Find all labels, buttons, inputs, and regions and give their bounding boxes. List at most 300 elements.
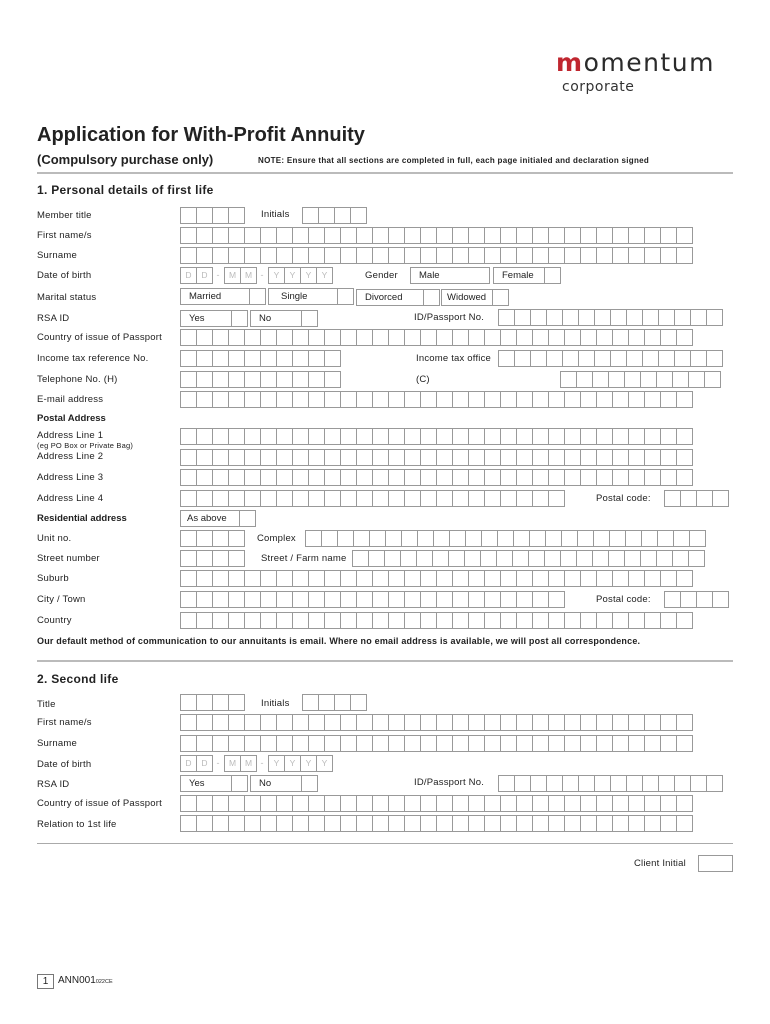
char-box[interactable] [657,530,674,547]
char-box[interactable] [244,591,261,608]
char-box[interactable] [596,735,613,752]
char-box[interactable] [612,795,629,812]
char-box[interactable] [676,735,693,752]
as-above-checkbox[interactable] [239,510,256,527]
char-box[interactable] [512,550,529,567]
char-box[interactable] [372,428,389,445]
char-box[interactable] [612,391,629,408]
char-box[interactable] [516,247,533,264]
char-box[interactable] [276,350,293,367]
char-box[interactable] [532,612,549,629]
char-box[interactable] [404,449,421,466]
char-box[interactable] [212,449,229,466]
char-box[interactable] [308,735,325,752]
char-box[interactable] [448,550,465,567]
char-box[interactable] [612,735,629,752]
char-box[interactable] [308,714,325,731]
char-box[interactable] [388,735,405,752]
char-box[interactable] [180,449,197,466]
char-box[interactable] [212,207,229,224]
char-box[interactable] [196,795,213,812]
char-box[interactable] [372,795,389,812]
char-box[interactable] [642,775,659,792]
date-char-box[interactable]: M [240,267,257,284]
char-box[interactable] [676,469,693,486]
char-box[interactable] [658,775,675,792]
char-box[interactable] [388,714,405,731]
char-box[interactable] [580,469,597,486]
char-box[interactable] [712,490,729,507]
first-names-field[interactable] [180,227,692,244]
char-box[interactable] [340,469,357,486]
char-box[interactable] [596,714,613,731]
char-box[interactable] [580,612,597,629]
id-passport-field[interactable] [498,309,722,326]
char-box[interactable] [546,775,563,792]
char-box[interactable] [388,391,405,408]
single-option[interactable]: Single [268,288,338,305]
char-box[interactable] [498,350,515,367]
char-box[interactable] [340,570,357,587]
char-box[interactable] [628,815,645,832]
rsa-id-yes-checkbox[interactable] [231,310,248,327]
char-box[interactable] [324,449,341,466]
char-box[interactable] [644,449,661,466]
gender-male-option[interactable]: Male [410,267,490,284]
char-box[interactable] [385,530,402,547]
char-box[interactable] [513,530,530,547]
char-box[interactable] [564,735,581,752]
char-box[interactable] [468,795,485,812]
char-box[interactable] [436,428,453,445]
char-box[interactable] [674,309,691,326]
char-box[interactable] [548,714,565,731]
initials-field[interactable] [302,207,366,224]
char-box[interactable] [580,428,597,445]
char-box[interactable] [404,735,421,752]
char-box[interactable] [516,591,533,608]
first-names-2-field[interactable] [180,714,692,731]
char-box[interactable] [532,247,549,264]
char-box[interactable] [578,309,595,326]
char-box[interactable] [180,490,197,507]
char-box[interactable] [212,714,229,731]
char-box[interactable] [318,694,335,711]
char-box[interactable] [292,735,309,752]
char-box[interactable] [400,550,417,567]
char-box[interactable] [660,570,677,587]
char-box[interactable] [642,350,659,367]
char-box[interactable] [610,775,627,792]
char-box[interactable] [276,570,293,587]
char-box[interactable] [244,735,261,752]
char-box[interactable] [260,350,277,367]
char-box[interactable] [676,612,693,629]
char-box[interactable] [388,795,405,812]
char-box[interactable] [276,469,293,486]
char-box[interactable] [340,227,357,244]
char-box[interactable] [372,247,389,264]
complex-field[interactable] [305,530,705,547]
relation-field[interactable] [180,815,692,832]
char-box[interactable] [500,329,517,346]
char-box[interactable] [564,612,581,629]
char-box[interactable] [196,490,213,507]
char-box[interactable] [660,795,677,812]
char-box[interactable] [388,329,405,346]
char-box[interactable] [340,391,357,408]
char-box[interactable] [356,449,373,466]
char-box[interactable] [594,775,611,792]
char-box[interactable] [276,428,293,445]
char-box[interactable] [334,694,351,711]
char-box[interactable] [628,735,645,752]
char-box[interactable] [548,795,565,812]
char-box[interactable] [356,247,373,264]
char-box[interactable] [292,391,309,408]
char-box[interactable] [664,591,681,608]
char-box[interactable] [548,449,565,466]
char-box[interactable] [612,428,629,445]
char-box[interactable] [372,329,389,346]
char-box[interactable] [244,469,261,486]
char-box[interactable] [196,591,213,608]
char-box[interactable] [676,428,693,445]
char-box[interactable] [372,714,389,731]
char-box[interactable] [612,570,629,587]
country-passport-2-field[interactable] [180,795,692,812]
char-box[interactable] [372,449,389,466]
char-box[interactable] [260,591,277,608]
char-box[interactable] [532,449,549,466]
char-box[interactable] [212,391,229,408]
char-box[interactable] [500,735,517,752]
char-box[interactable] [676,227,693,244]
char-box[interactable] [596,612,613,629]
char-box[interactable] [580,247,597,264]
char-box[interactable] [628,449,645,466]
char-box[interactable] [580,815,597,832]
char-box[interactable] [308,469,325,486]
char-box[interactable] [388,490,405,507]
gender-female-checkbox[interactable] [544,267,561,284]
char-box[interactable] [500,815,517,832]
char-box[interactable] [564,428,581,445]
char-box[interactable] [260,371,277,388]
char-box[interactable] [576,550,593,567]
char-box[interactable] [516,815,533,832]
char-box[interactable] [324,247,341,264]
char-box[interactable] [564,570,581,587]
date-char-box[interactable]: Y [316,755,333,772]
char-box[interactable] [516,795,533,812]
char-box[interactable] [596,428,613,445]
char-box[interactable] [356,570,373,587]
char-box[interactable] [500,714,517,731]
dob-2-field[interactable] [180,755,332,772]
char-box[interactable] [228,207,245,224]
char-box[interactable] [436,391,453,408]
as-above-option[interactable]: As above [180,510,240,527]
char-box[interactable] [196,329,213,346]
char-box[interactable] [436,815,453,832]
char-box[interactable] [369,530,386,547]
char-box[interactable] [388,247,405,264]
char-box[interactable] [548,391,565,408]
char-box[interactable] [324,391,341,408]
char-box[interactable] [308,371,325,388]
char-box[interactable] [433,530,450,547]
char-box[interactable] [276,612,293,629]
char-box[interactable] [276,449,293,466]
char-box[interactable] [212,428,229,445]
char-box[interactable] [308,391,325,408]
char-box[interactable] [388,428,405,445]
char-box[interactable] [244,329,261,346]
unit-no-field[interactable] [180,530,244,547]
char-box[interactable] [674,350,691,367]
char-box[interactable] [180,350,197,367]
char-box[interactable] [212,735,229,752]
address-line3-field[interactable] [180,469,692,486]
char-box[interactable] [292,350,309,367]
char-box[interactable] [260,714,277,731]
char-box[interactable] [704,371,721,388]
char-box[interactable] [228,815,245,832]
char-box[interactable] [276,329,293,346]
char-box[interactable] [548,247,565,264]
char-box[interactable] [592,371,609,388]
char-box[interactable] [244,612,261,629]
char-box[interactable] [628,714,645,731]
char-box[interactable] [276,247,293,264]
char-box[interactable] [196,735,213,752]
char-box[interactable] [484,591,501,608]
char-box[interactable] [308,490,325,507]
char-box[interactable] [596,795,613,812]
char-box[interactable] [388,469,405,486]
char-box[interactable] [244,371,261,388]
char-box[interactable] [577,530,594,547]
char-box[interactable] [436,247,453,264]
char-box[interactable] [676,329,693,346]
char-box[interactable] [532,735,549,752]
char-box[interactable] [404,329,421,346]
char-box[interactable] [530,775,547,792]
char-box[interactable] [562,775,579,792]
char-box[interactable] [212,815,229,832]
char-box[interactable] [260,795,277,812]
char-box[interactable] [244,350,261,367]
char-box[interactable] [680,591,697,608]
char-box[interactable] [212,612,229,629]
client-initial-field[interactable] [698,855,733,872]
char-box[interactable] [308,570,325,587]
char-box[interactable] [612,815,629,832]
char-box[interactable] [612,612,629,629]
char-box[interactable] [530,350,547,367]
char-box[interactable] [356,795,373,812]
date-char-box[interactable]: Y [300,267,317,284]
widowed-option[interactable]: Widowed [441,289,493,306]
char-box[interactable] [212,530,229,547]
char-box[interactable] [468,714,485,731]
char-box[interactable] [292,570,309,587]
char-box[interactable] [596,815,613,832]
char-box[interactable] [532,490,549,507]
char-box[interactable] [468,329,485,346]
char-box[interactable] [548,469,565,486]
char-box[interactable] [688,550,705,567]
char-box[interactable] [276,795,293,812]
char-box[interactable] [644,247,661,264]
rsa-id-2-yes-checkbox[interactable] [231,775,248,792]
char-box[interactable] [404,469,421,486]
char-box[interactable] [640,550,657,567]
char-box[interactable] [452,591,469,608]
char-box[interactable] [324,612,341,629]
char-box[interactable] [628,247,645,264]
char-box[interactable] [660,469,677,486]
char-box[interactable] [624,550,641,567]
char-box[interactable] [196,612,213,629]
char-box[interactable] [324,469,341,486]
char-box[interactable] [514,309,531,326]
date-char-box[interactable]: Y [284,755,301,772]
char-box[interactable] [276,490,293,507]
char-box[interactable] [578,350,595,367]
char-box[interactable] [690,350,707,367]
char-box[interactable] [532,469,549,486]
char-box[interactable] [612,449,629,466]
char-box[interactable] [228,469,245,486]
char-box[interactable] [228,591,245,608]
char-box[interactable] [500,449,517,466]
char-box[interactable] [544,550,561,567]
char-box[interactable] [196,530,213,547]
char-box[interactable] [244,815,261,832]
char-box[interactable] [196,570,213,587]
char-box[interactable] [401,530,418,547]
char-box[interactable] [530,309,547,326]
char-box[interactable] [676,247,693,264]
date-char-box[interactable]: D [196,267,213,284]
char-box[interactable] [528,550,545,567]
char-box[interactable] [658,350,675,367]
postal-code-field[interactable] [664,490,728,507]
char-box[interactable] [644,815,661,832]
char-box[interactable] [468,815,485,832]
char-box[interactable] [452,428,469,445]
char-box[interactable] [324,795,341,812]
date-char-box[interactable]: D [180,755,197,772]
char-box[interactable] [548,329,565,346]
char-box[interactable] [180,247,197,264]
char-box[interactable] [404,570,421,587]
tax-office-field[interactable] [498,350,722,367]
char-box[interactable] [228,247,245,264]
char-box[interactable] [212,694,229,711]
char-box[interactable] [416,550,433,567]
char-box[interactable] [228,570,245,587]
char-box[interactable] [260,391,277,408]
char-box[interactable] [529,530,546,547]
char-box[interactable] [498,775,515,792]
char-box[interactable] [420,714,437,731]
char-box[interactable] [436,227,453,244]
char-box[interactable] [228,714,245,731]
char-box[interactable] [644,795,661,812]
postal-code-2-field[interactable] [664,591,728,608]
char-box[interactable] [356,428,373,445]
char-box[interactable] [180,207,197,224]
rsa-id-2-yes-option[interactable]: Yes [180,775,232,792]
char-box[interactable] [292,612,309,629]
char-box[interactable] [496,550,513,567]
char-box[interactable] [372,469,389,486]
street-number-field[interactable] [180,550,244,567]
char-box[interactable] [628,329,645,346]
char-box[interactable] [592,550,609,567]
char-box[interactable] [624,371,641,388]
char-box[interactable] [340,247,357,264]
char-box[interactable] [644,428,661,445]
char-box[interactable] [660,612,677,629]
char-box[interactable] [292,591,309,608]
char-box[interactable] [564,795,581,812]
char-box[interactable] [318,207,335,224]
char-box[interactable] [500,428,517,445]
country-field[interactable] [180,612,692,629]
char-box[interactable] [228,612,245,629]
char-box[interactable] [452,247,469,264]
char-box[interactable] [276,391,293,408]
char-box[interactable] [244,795,261,812]
char-box[interactable] [500,227,517,244]
char-box[interactable] [436,490,453,507]
char-box[interactable] [468,247,485,264]
char-box[interactable] [612,247,629,264]
char-box[interactable] [452,714,469,731]
dob-field[interactable] [180,267,332,284]
char-box[interactable] [324,714,341,731]
char-box[interactable] [676,714,693,731]
char-box[interactable] [484,735,501,752]
char-box[interactable] [308,449,325,466]
char-box[interactable] [514,775,531,792]
char-box[interactable] [628,612,645,629]
char-box[interactable] [340,612,357,629]
char-box[interactable] [626,309,643,326]
char-box[interactable] [576,371,593,388]
char-box[interactable] [196,694,213,711]
char-box[interactable] [564,449,581,466]
char-box[interactable] [196,391,213,408]
char-box[interactable] [498,309,515,326]
char-box[interactable] [548,735,565,752]
char-box[interactable] [244,247,261,264]
char-box[interactable] [420,449,437,466]
char-box[interactable] [468,570,485,587]
char-box[interactable] [500,247,517,264]
char-box[interactable] [500,490,517,507]
char-box[interactable] [514,350,531,367]
char-box[interactable] [420,612,437,629]
char-box[interactable] [292,490,309,507]
char-box[interactable] [548,612,565,629]
char-box[interactable] [180,227,197,244]
char-box[interactable] [228,449,245,466]
